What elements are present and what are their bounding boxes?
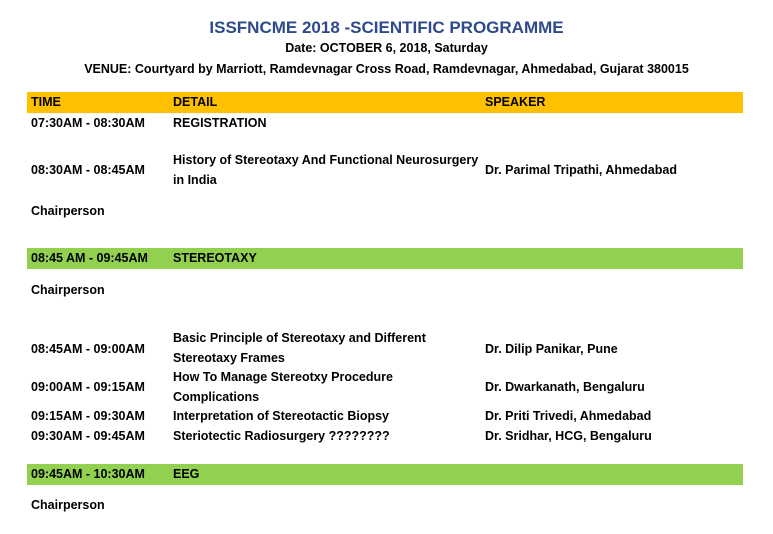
talk-speaker: Dr. Dwarkanath, Bengaluru xyxy=(485,380,645,394)
talk-detail-line2: Complications xyxy=(173,390,260,404)
row-detail-line1: History of Stereotaxy And Functional Neurosurgery xyxy=(173,153,479,167)
row-detail: REGISTRATION xyxy=(173,116,267,130)
page-title: ISSFNCME 2018 -SCIENTIFIC PROGRAMME xyxy=(209,18,564,37)
session-title: EEG xyxy=(173,467,200,481)
session-time: 08:45 AM - 09:45AM xyxy=(31,251,148,265)
column-header-band xyxy=(27,92,743,113)
talk-time: 08:45AM - 09:00AM xyxy=(31,342,145,356)
session-time: 09:45AM - 10:30AM xyxy=(31,467,145,481)
chairperson-label: Chairperson xyxy=(31,204,105,218)
talk-time: 09:15AM - 09:30AM xyxy=(31,409,145,423)
row-detail-line2: in India xyxy=(173,173,217,187)
row-time: 08:30AM - 08:45AM xyxy=(31,163,145,177)
row-time: 07:30AM - 08:30AM xyxy=(31,116,145,130)
talk-detail-line1: Basic Principle of Stereotaxy and Different xyxy=(173,331,426,345)
session-title: STEREOTAXY xyxy=(173,251,257,265)
talk-speaker: Dr. Sridhar, HCG, Bengaluru xyxy=(485,429,652,443)
talk-speaker: Dr. Dilip Panikar, Pune xyxy=(485,342,618,356)
event-date: Date: OCTOBER 6, 2018, Saturday xyxy=(285,41,488,55)
chairperson-label: Chairperson xyxy=(31,283,105,297)
talk-detail-line2: Stereotaxy Frames xyxy=(173,351,285,365)
column-header-detail: DETAIL xyxy=(173,95,218,109)
talk-time: 09:00AM - 09:15AM xyxy=(31,380,145,394)
column-header-time: TIME xyxy=(31,95,61,109)
event-venue: VENUE: Courtyard by Marriott, Ramdevnagar Cross Road, Ramdevnagar, Ahmedabad, Gujarat 380015 xyxy=(84,62,689,76)
column-header-speaker: SPEAKER xyxy=(485,95,546,109)
talk-detail: Interpretation of Stereotactic Biopsy xyxy=(173,409,390,423)
chairperson-label: Chairperson xyxy=(31,498,105,512)
talk-time: 09:30AM - 09:45AM xyxy=(31,429,145,443)
row-speaker: Dr. Parimal Tripathi, Ahmedabad xyxy=(485,163,677,177)
talk-detail: Steriotectic Radiosurgery ???????? xyxy=(173,429,390,443)
talk-detail-line1: How To Manage Stereotxy Procedure xyxy=(173,370,393,384)
talk-speaker: Dr. Priti Trivedi, Ahmedabad xyxy=(485,409,652,423)
